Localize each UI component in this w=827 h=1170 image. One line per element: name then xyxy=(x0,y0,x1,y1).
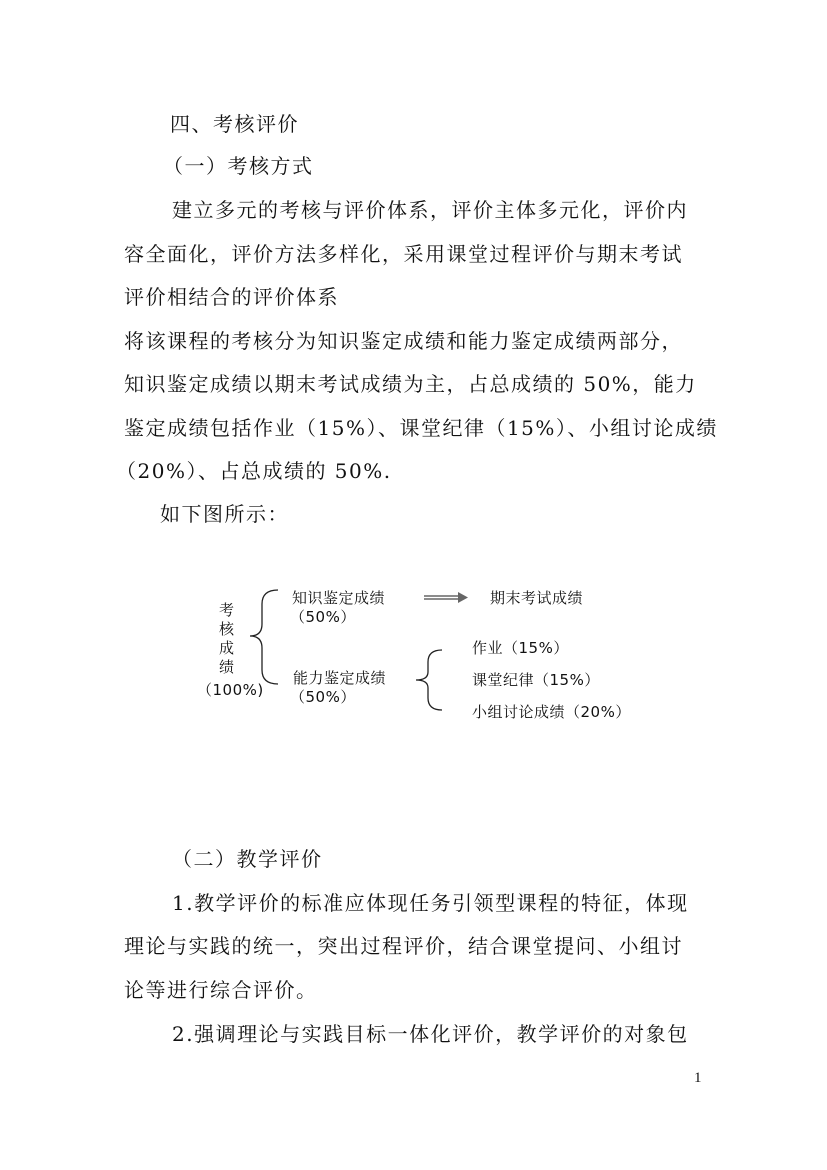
page-number: 1 xyxy=(694,1070,702,1086)
paragraph-line: 将该课程的考核分为知识鉴定成绩和能力鉴定成绩两部分， xyxy=(124,329,683,353)
root-brace xyxy=(250,590,278,684)
ability-percent: （50%） xyxy=(290,688,356,706)
root-percent: （100%) xyxy=(197,681,264,699)
ability-label: 能力鉴定成绩 xyxy=(293,669,387,687)
ability-item: 课堂纪律（15%） xyxy=(472,671,600,689)
subsection-heading: （二）教学评价 xyxy=(172,847,323,871)
figure-intro: 如下图所示： xyxy=(160,502,289,526)
paragraph-line: 鉴定成绩包括作业（15%）、课堂纪律（15%）、小组讨论成绩 xyxy=(124,416,718,440)
ability-item: 小组讨论成绩（20%） xyxy=(472,703,631,721)
paragraph-line: 论等进行综合评价。 xyxy=(124,978,318,1002)
paragraph-line: 知识鉴定成绩以期末考试成绩为主，占总成绩的 50%，能力 xyxy=(124,372,697,396)
subsection-heading: （一）考核方式 xyxy=(163,154,314,178)
exam-label: 期末考试成绩 xyxy=(490,589,584,607)
root-char: 考 xyxy=(219,601,235,619)
paragraph-line: （20%）、占总成绩的 50%. xyxy=(116,459,392,483)
arrow-icon xyxy=(424,592,468,603)
paragraph-line: 评价相结合的评价体系 xyxy=(124,285,339,309)
paragraph-line: 建立多元的考核与评价体系，评价主体多元化，评价内 xyxy=(172,198,688,222)
ability-brace xyxy=(416,650,442,710)
ability-item: 作业（15%） xyxy=(472,639,569,657)
paragraph-line: 2.强调理论与实践目标一体化评价，教学评价的对象包 xyxy=(172,1022,689,1046)
paragraph-line: 容全面化，评价方法多样化，采用课堂过程评价与期末考试 xyxy=(124,242,683,266)
section-heading: 四、考核评价 xyxy=(170,112,299,136)
paragraph-line: 理论与实践的统一，突出过程评价，结合课堂提问、小组讨 xyxy=(124,934,683,958)
paragraph-line: 1.教学评价的标准应体现任务引领型课程的特征，体现 xyxy=(172,891,689,915)
root-char: 核 xyxy=(219,620,235,638)
root-char: 成 xyxy=(219,639,235,657)
knowledge-label: 知识鉴定成绩 xyxy=(292,589,386,607)
knowledge-percent: （50%） xyxy=(290,608,356,626)
root-char: 绩 xyxy=(219,658,235,676)
